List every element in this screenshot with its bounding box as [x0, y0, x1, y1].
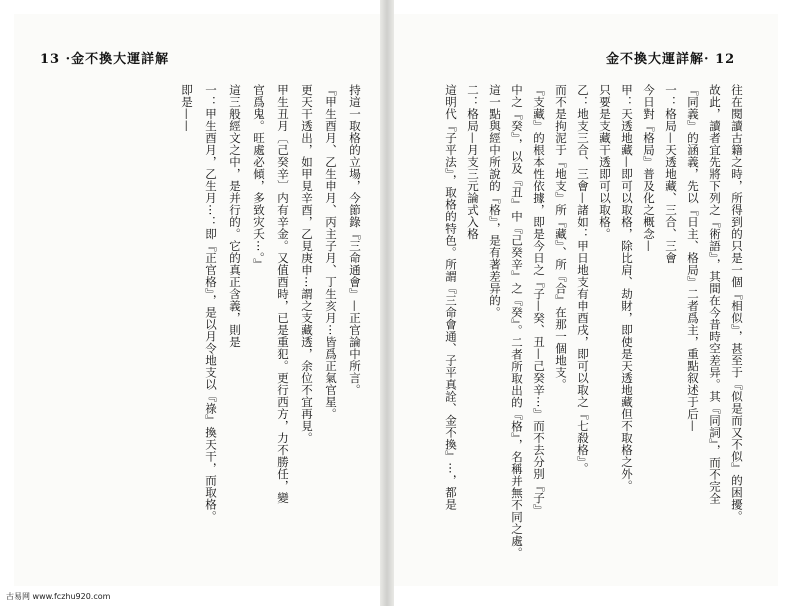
right-text-column: 『同義』的涵義，先以『日主、格局』二者爲主，重點叙述于后— [686, 84, 700, 432]
left-text-column: 官爲鬼。旺處必傾，多致灾夭⋯。』 [252, 84, 266, 271]
left-text-column: 即是—— [180, 84, 194, 132]
right-text-column: 乙：地支三合、三會—諸如：甲日地支有申酉戌，即可以取之『七殺格』。 [576, 84, 590, 475]
left-page-number: 13 [40, 52, 61, 67]
right-text-column: 二：格局—月支三元論式入格 [466, 84, 480, 240]
right-text-column: 往在閱讀古籍之時，所得到的只是一個『相似』，甚至于『似是而又不似』的困擾。 [730, 84, 744, 523]
book-gutter [380, 0, 394, 606]
right-text-column: 今日對『格局』普及化之概念— [642, 84, 656, 252]
right-text-column: 而不是拘泥于『地支』所『藏』、所『合』在那一個地支。 [554, 84, 568, 391]
left-text-column: 『甲生酉月、乙生申月、丙主子月、丁生亥月⋯皆爲正氣官星。 [324, 84, 338, 420]
right-text-column: 這明代『子平法』，取格的特色。所謂『三命會通、子平真詮、金不換』⋯，都是 [444, 84, 458, 511]
right-header-title: 金不換大運詳解· [606, 52, 710, 67]
right-text-column: 甲：天透地藏—即可以取格，除比肩、劫財，即使是天透地藏但不取格之外。 [620, 84, 634, 492]
left-text-column: 更天干透出，如甲見辛酉，乙見庚申⋯謂之支藏透，余位不宜再見。 [300, 84, 314, 444]
left-text-column: 一：甲生酉月，乙生月⋯：即『正官格』，是以月令地支以『祿』換天干，而取格。 [204, 84, 218, 523]
right-text-column: 『支藏』的根本性依據，即是今日之『子—癸、丑—己癸辛⋯』而不去分別『子』 [532, 84, 546, 516]
right-page-number: 12 [715, 52, 736, 67]
right-text-column: 這一點與經中所說的『格』，是有著差异的。 [488, 84, 502, 319]
left-page-header [40, 48, 169, 67]
left-text-column: 甲生丑月〔己癸辛〕内有辛金。又值酉時，已是重犯。更行西方，力不勝任，變 [276, 84, 290, 504]
right-page-header [606, 48, 735, 67]
right-text-column: 一：格局—天透地藏、三合、三會 [664, 84, 678, 264]
left-header-title: ·金不換大運詳解 [65, 52, 170, 67]
left-text-column: 這三般經文之中，是并行的。它的真正含義，則是 [228, 84, 242, 348]
right-text-column: 只要是支藏干透即可以取格。 [598, 84, 612, 240]
watermark-footer: 古易网 www.fczhu920.com [6, 592, 111, 601]
right-text-column: 故此，讀者宜先將下列之『術語』，其間在今昔時空差异。其『同詞』，而不完全 [708, 84, 722, 505]
right-text-column: 中之『癸』，以及『丑』中『己癸辛』之『癸』。二者所取出的『格』，名稱并無不同之處。 [510, 84, 524, 559]
left-text-column: 持這一取格的立場，今節錄『三命通會』—正官論中所言。 [348, 84, 362, 396]
